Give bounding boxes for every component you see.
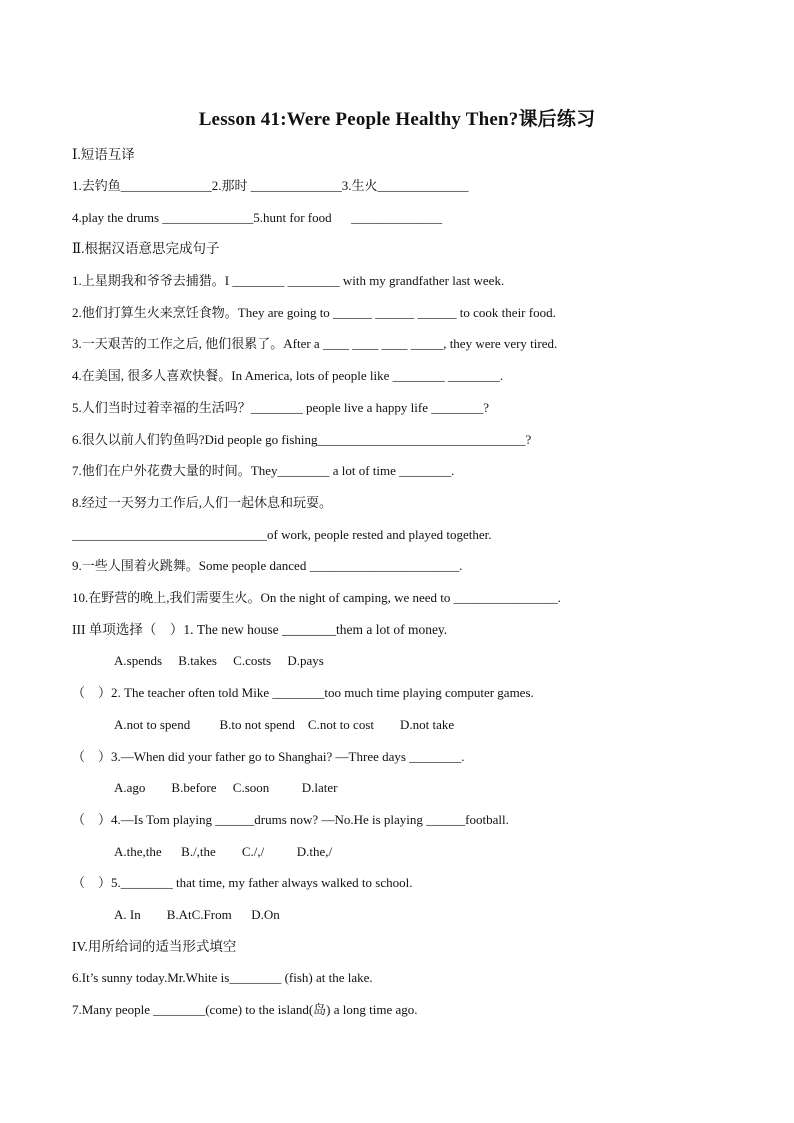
s2-item-5: 5.人们当时过着幸福的生活吗？________ people live a happy life ________? <box>72 400 490 415</box>
s2-item-4: 4.在美国, 很多人喜欢快餐。In America, lots of people like ________ ________. <box>72 368 504 383</box>
s3-q5-options: A. In B.AtC.From D.On <box>114 907 280 922</box>
s3-q2-options: A.not to spend B.to not spend C.not to cost D.not take <box>114 717 455 732</box>
s2-item-1: 1.上星期我和爷爷去捕猎。I ________ ________ with my grandfather last week. <box>72 273 505 288</box>
section-2-heading: Ⅱ.根据汉语意思完成句子 <box>72 241 220 256</box>
s2-item-8-answer: ______________________________of work, people rested and played together. <box>72 527 492 542</box>
s2-item-8: 8.经过一天努力工作后,人们一起休息和玩耍。 <box>72 495 333 510</box>
section-4-heading: IV.用所给词的适当形式填空 <box>72 939 237 954</box>
s2-item-10: 10.在野营的晚上,我们需要生火。On the night of camping, we need to ________________. <box>72 590 561 605</box>
s2-item-9: 9.一些人围着火跳舞。Some people danced _______________________. <box>72 558 463 573</box>
s3-q3-options: A.ago B.before C.soon D.later <box>114 780 338 795</box>
s4-item-7: 7.Many people ________(come) to the island(岛) a long time ago. <box>72 1002 418 1017</box>
s3-q4: （ ）4.—Is Tom playing ______drums now? —No.He is playing ______football. <box>72 812 509 827</box>
page-title: Lesson 41:Were People Healthy Then?课后练习 <box>198 109 596 130</box>
s1-line-2: 4.play the drums ______________5.hunt for food ______________ <box>72 210 443 225</box>
s2-item-2: 2.他们打算生火来烹饪食物。They are going to ______ ______ ______ to cook their food. <box>72 305 556 320</box>
s2-item-3: 3.一天艰苦的工作之后, 他们很累了。After a ____ ____ ____ _____, they were very tired. <box>72 336 558 351</box>
s3-q5: （ ）5.________ that time, my father always walked to school. <box>72 875 413 890</box>
s2-item-7: 7.他们在户外花费大量的时间。They________ a lot of time ________. <box>72 463 455 478</box>
s3-q4-options: A.the,the B./,the C./,/ D.the,/ <box>114 844 333 859</box>
s3-q2: （ ）2. The teacher often told Mike ________too much time playing computer games. <box>72 685 534 700</box>
section-3-heading: III 单项选择（ ）1. The new house ________them a lot of money. <box>72 622 448 637</box>
s3-q1-options: A.spends B.takes C.costs D.pays <box>114 653 324 668</box>
s2-item-6: 6.很久以前人们钓鱼吗?Did people go fishing________________________________? <box>72 432 532 447</box>
s3-q3: （ ）3.—When did your father go to Shanghai? —Three days ________. <box>72 749 465 764</box>
s1-line-1: 1.去钓鱼______________2.那时 ______________3.生火______________ <box>72 178 469 193</box>
section-1-heading: Ⅰ.短语互译 <box>72 147 135 162</box>
s4-item-6: 6.It’s sunny today.Mr.White is________ (fish) at the lake. <box>72 970 373 985</box>
